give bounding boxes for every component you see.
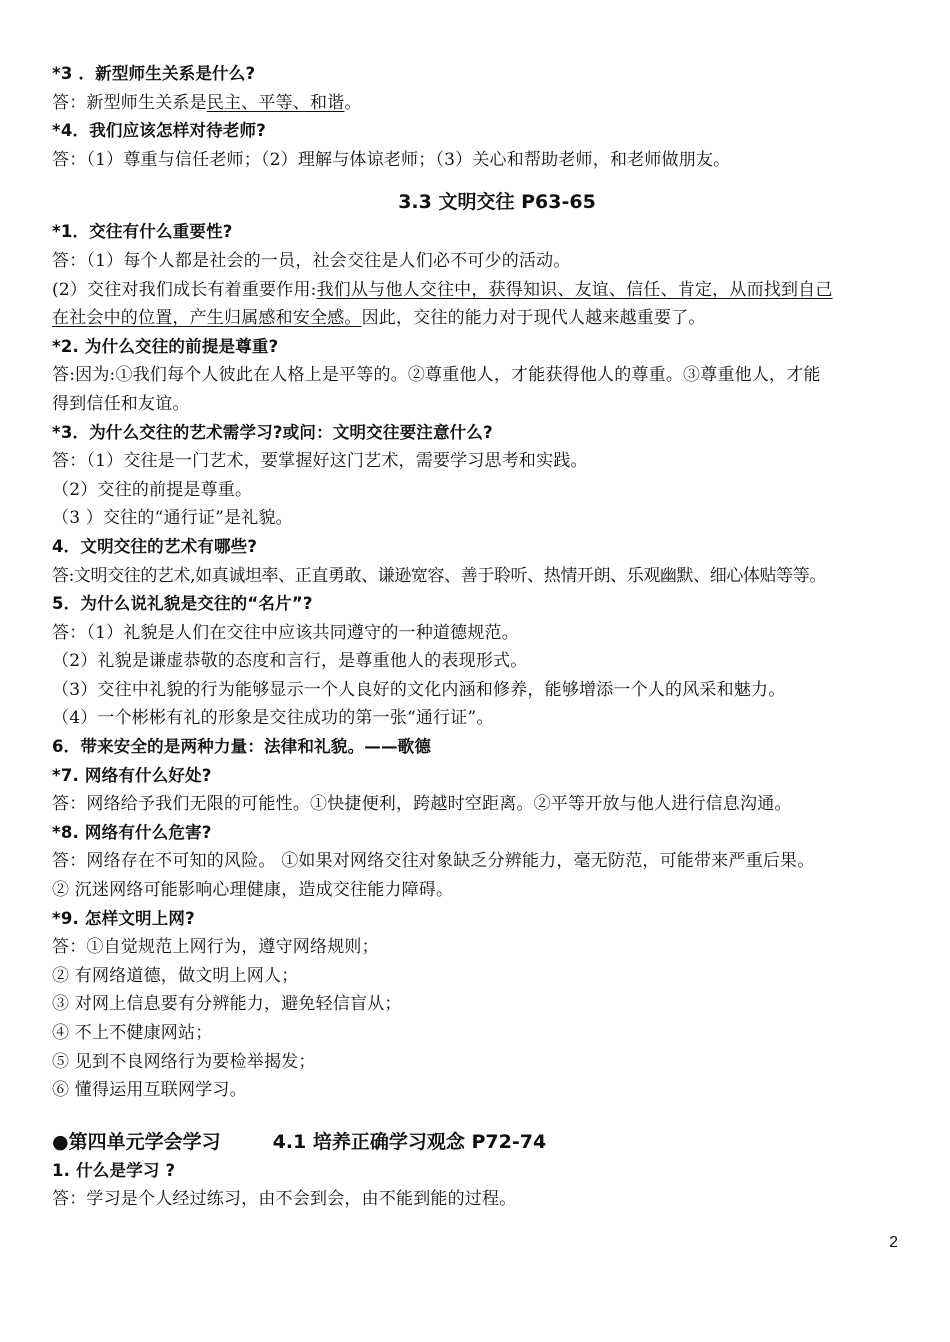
- answer-1-line-1: 答：（1）每个人都是社会的一员，社会交往是人们必不可少的活动。: [52, 250, 571, 271]
- answer-4-treat-teacher: 答：（1）尊重与信任老师；（2）理解与体谅老师；（3）关心和帮助老师，和老师做朋友。: [52, 149, 731, 170]
- question-8-network-harm: *8. 网络有什么危害?: [52, 822, 212, 842]
- question-9-civil-online: *9. 怎样文明上网?: [52, 908, 195, 928]
- answer-8-line-1: 答：网络存在不可知的风险。 ①如果对网络交往对象缺乏分辨能力，毫无防范，可能带来严重后果。: [52, 851, 815, 872]
- answer-3-line-3: （3 ）交往的“通行证”是礼貌。: [52, 508, 293, 529]
- answer-3-line-2: （2）交往的前提是尊重。: [52, 479, 253, 500]
- underlined-text: 民主、平等、和谐: [206, 92, 345, 113]
- question-5-courtesy: 5．为什么说礼貌是交往的“名片”?: [52, 594, 313, 614]
- answer-9-line-5: ⑤ 见到不良网络行为要检举揭发；: [52, 1051, 316, 1072]
- question-what-is-learning: 1. 什么是学习 ?: [52, 1160, 176, 1180]
- answer-text: 。: [344, 92, 362, 113]
- document-page: [52, 60, 902, 1214]
- answer-1-line-3: [52, 304, 902, 333]
- answer-8-line-2: ② 沉迷网络可能影响心理健康，造成交往能力障碍。: [52, 880, 454, 901]
- answer-2-line-2: 得到信任和友谊。: [52, 393, 190, 414]
- answer-2-line-1: 答:因为:①我们每个人彼此在人格上是平等的。②尊重他人，才能获得他人的尊重。③尊重他人，才能: [52, 365, 821, 386]
- answer-5-line-3: （3）交往中礼貌的行为能够显示一个人良好的文化内涵和修养，能够增添一个人的风采和魅力。: [52, 679, 786, 700]
- answer-text: 答：新型师生关系是: [52, 92, 207, 113]
- answer-9-line-6: ⑥ 懂得运用互联网学习。: [52, 1080, 247, 1101]
- underlined-text: 我们从与他人交往中，获得知识、友谊、信任、肯定，从而找到自己: [316, 279, 833, 300]
- answer-9-line-2: ② 有网络道德，做文明上网人；: [52, 965, 299, 986]
- answer-text: (2）交往对我们成长有着重要作用:: [52, 279, 317, 300]
- unit-heading: ●第四单元学会学习: [52, 1130, 221, 1153]
- answer-5-line-1: 答：（1）礼貌是人们在交往中应该共同遵守的一种道德规范。: [52, 622, 519, 643]
- question-4-treat-teacher: *4．我们应该怎样对待老师?: [52, 121, 266, 141]
- question-3-teacher-relation: *3 ．新型师生关系是什么?: [52, 64, 256, 83]
- answer-9-line-1: 答：①自觉规范上网行为，遵守网络规则；: [52, 937, 379, 958]
- lesson-heading: 4.1 培养正确学习观念 P72-74: [272, 1130, 547, 1153]
- answer-5-line-4: （4）一个彬彬有礼的形象是交往成功的第一张“通行证”。: [52, 708, 494, 729]
- answer-7: 答：网络给予我们无限的可能性。①快捷便利，跨越时空距离。②平等开放与他人进行信息沟通。: [52, 794, 792, 815]
- question-4-arts: 4．文明交往的艺术有哪些?: [52, 536, 258, 556]
- question-2-respect: *2. 为什么交往的前提是尊重?: [52, 336, 279, 356]
- quote-goethe: 6．带来安全的是两种力量：法律和礼貌。——歌德: [52, 737, 432, 757]
- section-title-3-3: 3.3 文明交往 P63-65: [398, 191, 596, 214]
- underlined-text: 在社会中的位置，产生归属感和安全感。: [52, 308, 362, 329]
- answer-9-line-4: ④ 不上不健康网站；: [52, 1023, 213, 1043]
- answer-4-arts: 答:文明交往的艺术,如真诚坦率、正直勇敢、谦逊宽容、善于聆听、热情开朗、乐观幽默、细心体贴等等。: [52, 565, 826, 586]
- unit-title-4: [52, 1127, 902, 1157]
- answer-5-line-2: （2）礼貌是谦虚恭敬的态度和言行，是尊重他人的表现形式。: [52, 651, 528, 672]
- answer-text: 因此，交往的能力对于现代人越来越重要了。: [361, 308, 706, 329]
- question-3-art: *3．为什么交往的艺术需学习?或问：文明交往要注意什么?: [52, 422, 493, 442]
- question-1-importance: *1．交往有什么重要性?: [52, 222, 233, 242]
- answer-3-line-1: 答：（1）交往是一门艺术，要掌握好这门艺术，需要学习思考和实践。: [52, 451, 588, 472]
- page-number: 2: [889, 1234, 898, 1251]
- answer-what-is-learning: 答：学习是个人经过练习，由不会到会，由不能到能的过程。: [52, 1189, 517, 1210]
- answer-9-line-3: ③ 对网上信息要有分辨能力，避免轻信盲从；: [52, 994, 402, 1015]
- answer-3-teacher-relation: [52, 89, 902, 118]
- answer-1-line-2: [52, 276, 902, 305]
- question-7-network-benefit: *7. 网络有什么好处?: [52, 765, 212, 785]
